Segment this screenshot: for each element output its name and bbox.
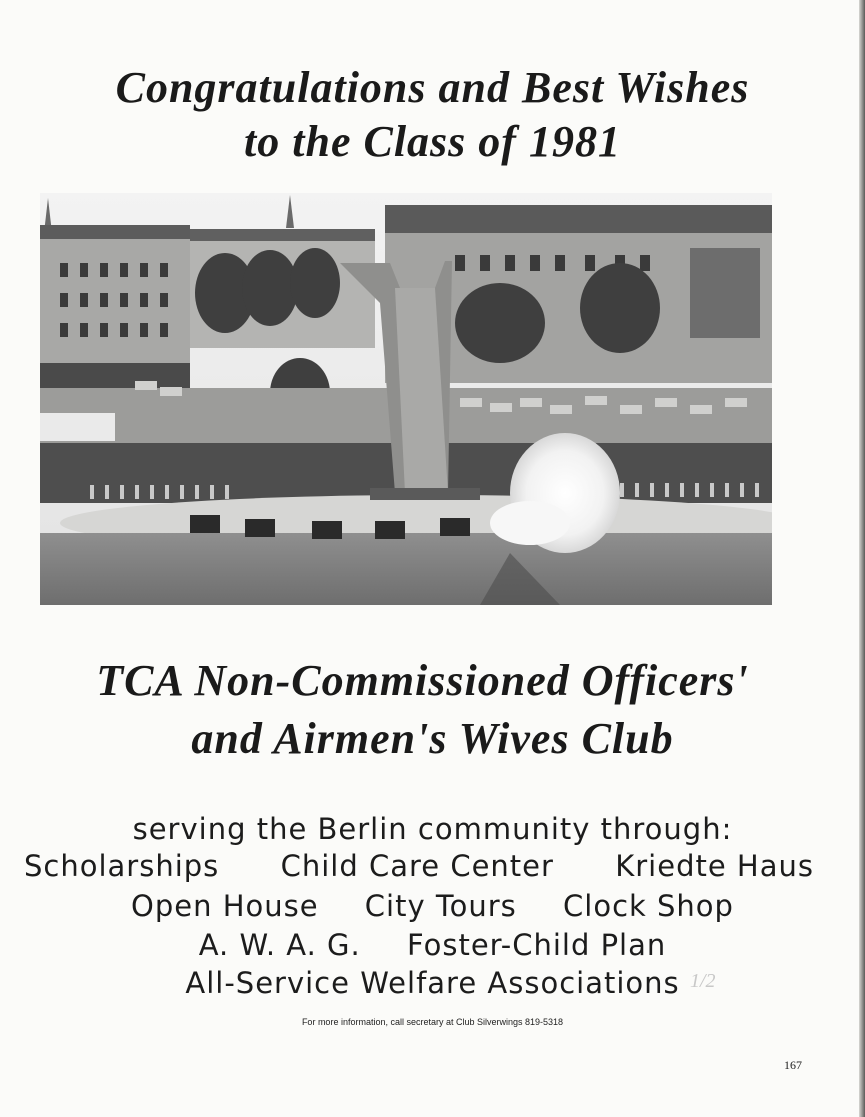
headline-line-1: Congratulations and Best Wishes [115,63,750,112]
headline-line-2: to the Class of 1981 [244,117,621,166]
service-item: Clock Shop [563,889,734,923]
service-item: Child Care Center [280,849,554,883]
services-row-1 [24,849,814,883]
page-number: 167 [784,1058,802,1072]
contact-line: For more information, call secretary at Club Silverwings 819-5318 [301,1017,564,1027]
pencil-margin-note: 1/2 [690,970,716,992]
service-item: All-Service Welfare Associations [185,966,680,1000]
services-intro: serving the Berlin community through: [132,812,733,846]
services-row-3 [0,928,865,962]
service-item: A. W. A. G. [198,928,361,962]
service-item: City Tours [364,889,517,923]
service-item: Kriedte Haus [615,849,814,883]
services-row-4 [0,966,865,1000]
service-item: Open House [131,889,319,923]
memorial-photo [40,193,772,605]
service-item: Foster-Child Plan [406,928,667,962]
club-name-line-2: and Airmen's Wives Club [191,714,674,763]
service-item: Scholarships [24,849,220,883]
memorial-photo-illustration [40,193,772,605]
club-name-line-1: TCA Non-Commissioned Officers' [96,656,749,705]
services-row-2 [0,889,865,923]
